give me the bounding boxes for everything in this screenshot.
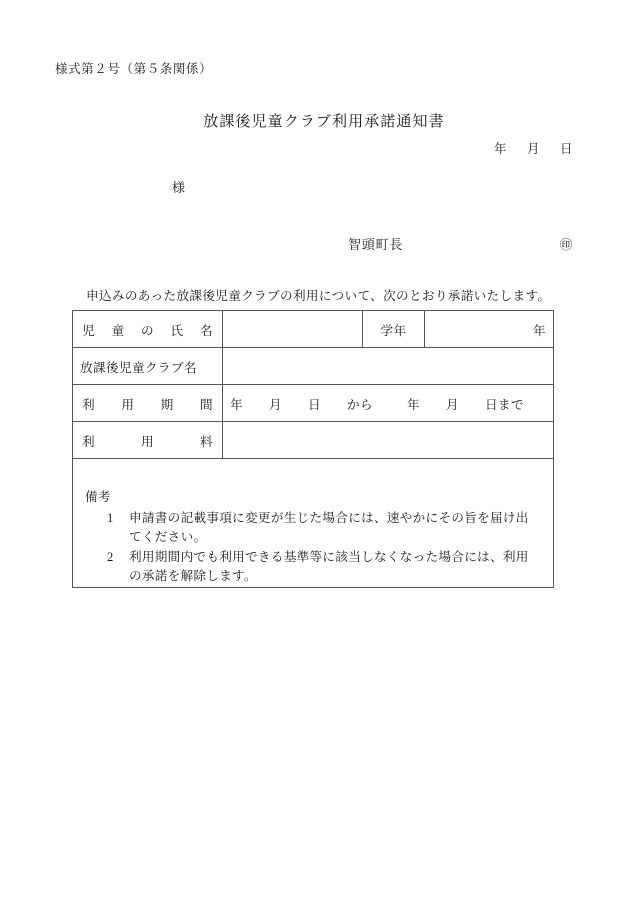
period-end-year: 年: [407, 397, 420, 412]
label-child-name: [73, 311, 223, 348]
label-char: 利: [82, 397, 95, 412]
label-char: 童: [111, 323, 125, 338]
seal-icon: ㊞: [559, 238, 573, 252]
table-row-club-name: [73, 348, 554, 385]
label-char: 利: [82, 434, 95, 449]
field-grade[interactable]: 年: [425, 311, 554, 348]
label-char: 児: [82, 323, 95, 338]
table-row-remarks: [73, 459, 554, 588]
table-row-usage-period: [73, 385, 554, 422]
remarks-item-text: 利用期間内でも利用できる基準等に該当しなくなった場合には、利用の承諾を解除します。: [129, 549, 529, 584]
label-usage-fee: [73, 422, 223, 459]
field-child-name[interactable]: [223, 311, 363, 348]
field-usage-fee[interactable]: [223, 422, 554, 459]
intro-text: 申込みのあった放課後児童クラブの利用について、次のとおり承諾いたします。: [86, 289, 551, 303]
label-club-name: 放課後児童クラブ名: [73, 348, 223, 385]
table-row-usage-fee: [73, 422, 554, 459]
document-title: 放課後児童クラブ利用承諾通知書: [203, 114, 445, 130]
addressee-honorific: 様: [172, 180, 186, 195]
field-club-name[interactable]: [223, 348, 554, 385]
period-start-day: 日: [308, 397, 321, 412]
remarks-item-number: 2: [107, 549, 114, 564]
period-start-month: 月: [269, 397, 282, 412]
label-char: の: [141, 323, 154, 338]
label-char: 名: [200, 323, 213, 338]
date-month-label: 月: [526, 142, 540, 156]
period-start-year: 年: [230, 397, 243, 412]
label-char: 氏: [170, 323, 184, 338]
remarks-item-number: 1: [107, 510, 114, 525]
signer-row: [348, 234, 573, 253]
label-char: 間: [199, 397, 213, 412]
label-char: 用: [141, 434, 154, 449]
label-char: 期: [160, 397, 174, 412]
signer-name: 智頭町長: [348, 237, 404, 252]
period-end-month: 月: [446, 397, 459, 412]
label-char: 料: [200, 434, 213, 449]
remarks-item: [85, 548, 534, 587]
date-day-label: 日: [559, 142, 573, 156]
label-char: 用: [121, 397, 135, 412]
remarks-list: [85, 509, 534, 587]
form-number: 様式第２号（第５条関係）: [55, 62, 213, 76]
notification-table: [72, 310, 554, 588]
field-usage-period[interactable]: [223, 385, 554, 422]
period-connector: から: [347, 397, 373, 412]
remarks-item-text: 申請書の記載事項に変更が生じた場合には、速やかにその旨を届け出てください。: [129, 510, 529, 545]
period-end-day: 日まで: [485, 397, 524, 412]
label-grade: 学年: [363, 311, 425, 348]
remarks-item: [85, 509, 534, 548]
remarks-cell: [73, 459, 554, 588]
date-line: [494, 139, 573, 157]
label-usage-period: [73, 385, 223, 422]
remarks-title: 備考: [85, 490, 111, 504]
table-row-child-name: [73, 311, 554, 348]
date-year-label: 年: [493, 142, 507, 156]
